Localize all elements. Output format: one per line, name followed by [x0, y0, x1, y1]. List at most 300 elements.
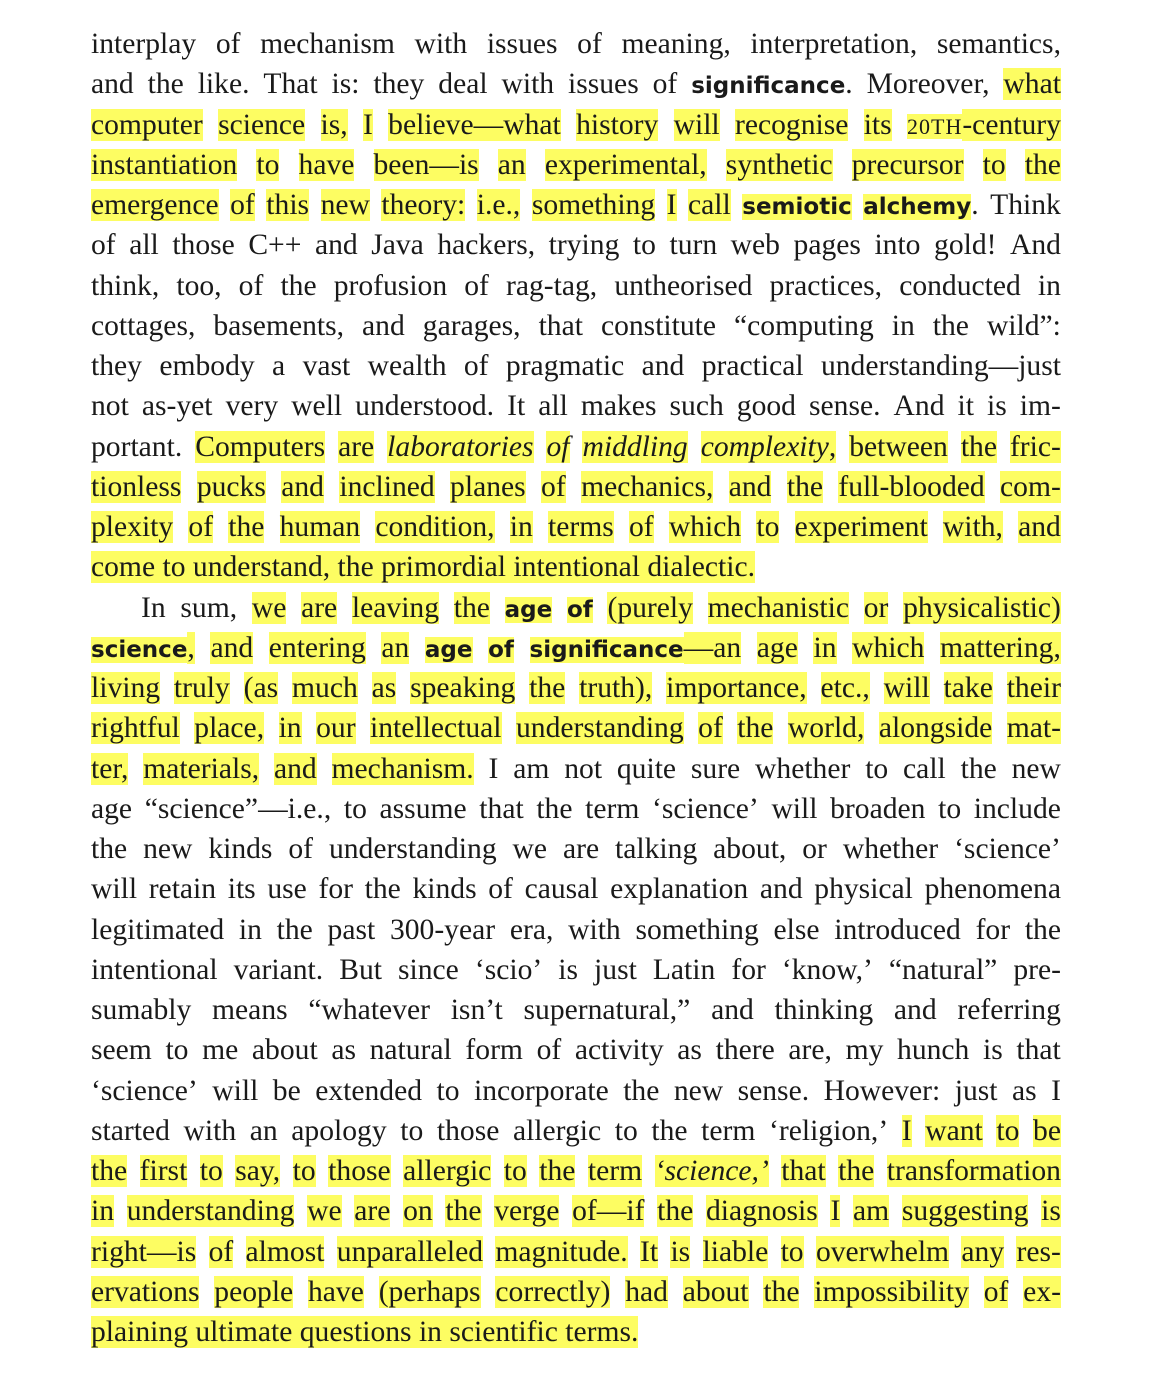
word	[477, 185, 521, 225]
highlighted-text: theory:	[381, 189, 466, 221]
highlighted-text: and	[273, 752, 317, 785]
highlighted-text: in	[278, 712, 302, 745]
word	[691, 749, 740, 789]
highlighted-text: emergence	[91, 189, 219, 221]
text-line	[91, 950, 1061, 990]
word	[1007, 708, 1061, 748]
word	[742, 185, 851, 227]
highlight-gap	[559, 1195, 572, 1227]
highlighted-text: the	[1024, 148, 1061, 181]
text-run: issues	[486, 28, 558, 60]
word	[938, 789, 961, 829]
text-run: for	[975, 913, 1011, 946]
text-run: ‘religion,’	[769, 1114, 889, 1147]
word	[976, 910, 1011, 950]
highlighted-text: understanding	[515, 712, 684, 745]
word	[907, 105, 1061, 147]
word	[91, 668, 160, 708]
highlighted-text: magnitude.	[495, 1235, 628, 1268]
text-run: is:	[331, 68, 360, 101]
word	[579, 668, 652, 708]
text-line	[91, 1111, 1061, 1151]
text-run: with	[568, 913, 621, 946]
text-run: about	[251, 1034, 318, 1067]
word	[226, 386, 279, 426]
highlight-gap	[482, 1195, 495, 1227]
word	[269, 628, 366, 668]
word	[830, 1191, 840, 1231]
word	[601, 306, 716, 346]
word	[388, 105, 561, 145]
word	[252, 588, 287, 628]
highlighted-text: an	[497, 148, 526, 181]
highlight-gap	[570, 431, 583, 463]
word	[299, 145, 355, 185]
text-run: allergic	[512, 1114, 602, 1147]
word	[91, 910, 224, 950]
text-run: extended	[315, 1074, 423, 1107]
word	[1016, 1030, 1060, 1070]
text-run: an	[249, 1114, 278, 1147]
word	[852, 628, 924, 668]
highlighted-text: on	[403, 1195, 433, 1228]
word	[816, 1232, 949, 1272]
text-run: rag-tag,	[506, 269, 598, 302]
word	[143, 829, 192, 869]
highlighted-text: is	[670, 1235, 691, 1268]
word	[610, 869, 748, 909]
word	[91, 1232, 196, 1272]
highlight-gap	[259, 753, 274, 785]
word	[149, 869, 216, 909]
highlighted-text: with,	[942, 511, 1003, 543]
word	[381, 185, 465, 225]
highlighted-text: of	[698, 712, 723, 745]
text-run: the	[364, 873, 401, 906]
text-run: not	[564, 752, 603, 785]
highlight-gap	[864, 712, 878, 744]
word	[546, 427, 569, 467]
highlight-gap	[219, 189, 231, 221]
text-run: whether	[842, 833, 939, 865]
highlighted-text: impossibility	[814, 1275, 969, 1308]
word	[536, 789, 572, 829]
word	[864, 588, 889, 628]
word	[291, 1111, 386, 1151]
text-run: incorporate	[473, 1074, 609, 1107]
word	[142, 386, 213, 426]
text-run: about,	[713, 833, 787, 865]
highlighted-text: correctly)	[495, 1275, 611, 1308]
word	[894, 386, 945, 426]
text-run: of	[91, 229, 116, 262]
highlight-gap	[520, 189, 532, 221]
highlighted-text: speaking	[410, 672, 516, 704]
highlight-gap	[652, 672, 666, 704]
text-run: semantics,	[936, 28, 1061, 60]
highlighted-text: of	[488, 636, 514, 663]
word	[279, 708, 302, 748]
word	[852, 145, 964, 185]
word	[403, 1191, 433, 1231]
highlighted-text: much	[292, 672, 358, 704]
text-run: of	[288, 833, 314, 865]
text-run: hunch	[897, 1034, 970, 1067]
word	[228, 869, 256, 909]
highlighted-text: mat-	[1006, 712, 1061, 745]
word	[415, 24, 468, 64]
word	[354, 1191, 390, 1231]
highlight-gap	[526, 149, 545, 181]
highlight-gap	[233, 1236, 245, 1268]
highlight-gap	[279, 149, 298, 181]
text-run: in	[238, 913, 262, 946]
word	[513, 829, 548, 869]
text-run: pre-	[1013, 953, 1061, 986]
word	[495, 1232, 627, 1272]
highlight-gap	[439, 592, 454, 624]
text-line	[91, 507, 1061, 547]
text-run: since	[398, 953, 459, 986]
highlight-gap	[160, 672, 174, 704]
text-line	[91, 1071, 1061, 1111]
highlighted-text: in	[509, 511, 533, 543]
word	[974, 789, 1061, 829]
word	[769, 1111, 888, 1151]
word	[235, 1151, 280, 1191]
highlighted-text: of	[566, 596, 593, 623]
highlight-gap	[213, 511, 228, 543]
word	[525, 869, 599, 909]
word	[529, 668, 565, 708]
word	[726, 145, 833, 185]
highlight-gap	[533, 511, 548, 543]
highlight-gap	[823, 471, 838, 503]
word	[864, 105, 892, 145]
highlighted-text: (as	[243, 672, 279, 704]
word	[450, 467, 526, 507]
word	[372, 668, 397, 708]
highlighted-text: of	[541, 470, 566, 503]
text-run: broaden	[830, 792, 926, 825]
word	[1025, 145, 1061, 185]
word	[390, 910, 495, 950]
highlight-gap	[889, 1195, 902, 1227]
highlighted-text: be	[1033, 1114, 1061, 1147]
highlighted-text: our	[316, 712, 356, 745]
word	[465, 1030, 523, 1070]
word	[666, 668, 807, 708]
word	[1023, 1272, 1061, 1312]
word	[548, 507, 614, 547]
word	[990, 185, 1061, 225]
text-run: will	[771, 792, 818, 825]
highlight-gap	[593, 597, 608, 623]
highlighted-text: the	[228, 511, 265, 543]
text-run: of	[464, 269, 489, 302]
word	[849, 427, 948, 467]
text-run: introduced	[834, 913, 961, 946]
word	[216, 24, 241, 64]
highlighted-text: come to understand, the primordial intentional dialectic.	[91, 551, 756, 584]
highlighted-text: of	[230, 189, 255, 221]
text-run: such	[669, 390, 724, 423]
highlight-gap	[628, 1236, 640, 1268]
highlighted-text: fric-	[1009, 430, 1061, 463]
word	[172, 225, 234, 265]
text-run: profusion	[333, 269, 448, 302]
word	[437, 1111, 499, 1151]
word	[943, 507, 1003, 547]
highlight-gap	[992, 712, 1006, 744]
highlight-gap	[358, 672, 372, 704]
word	[814, 869, 913, 909]
text-run: physical	[814, 873, 913, 906]
word	[572, 1191, 644, 1231]
highlight-gap	[1004, 1236, 1016, 1268]
text-run: as	[1011, 1074, 1037, 1107]
highlight-gap	[771, 471, 786, 503]
highlighted-text: the	[838, 1155, 875, 1187]
word	[735, 105, 848, 145]
word	[1013, 950, 1061, 990]
word	[794, 225, 861, 265]
word	[669, 507, 741, 547]
word	[937, 24, 1061, 64]
highlight-gap	[713, 471, 728, 503]
text-run: or	[802, 833, 827, 865]
text-run: issues	[568, 68, 639, 101]
text-run: and	[641, 350, 685, 382]
highlighted-text: semiotic	[742, 194, 852, 220]
highlight-gap	[768, 1236, 780, 1268]
word	[195, 427, 325, 467]
word	[843, 829, 938, 869]
word	[961, 1232, 1004, 1272]
word	[770, 266, 883, 306]
highlighted-text: something	[531, 189, 656, 221]
highlighted-text: people	[214, 1275, 294, 1308]
highlighted-text: 20TH	[907, 113, 963, 139]
word	[1025, 910, 1061, 950]
highlight-gap	[337, 592, 352, 624]
highlighted-text: ex-	[1023, 1275, 1061, 1308]
text-run: think,	[91, 269, 160, 302]
text-line	[91, 105, 1061, 145]
highlight-gap	[409, 632, 425, 664]
highlighted-text: age	[504, 596, 553, 623]
highlighted-text: believe—what	[388, 108, 561, 141]
highlighted-text: liable	[702, 1235, 769, 1268]
highlight-gap	[610, 1276, 625, 1308]
text-run: to	[165, 1034, 189, 1067]
word	[621, 24, 730, 64]
word	[332, 64, 360, 104]
word	[711, 990, 754, 1030]
highlighted-text: middling	[582, 430, 688, 463]
highlighted-text: full-blooded	[838, 470, 985, 503]
highlight-gap	[181, 471, 196, 503]
text-run: my	[845, 1034, 884, 1067]
word	[983, 1030, 1003, 1070]
word	[713, 829, 786, 869]
text-run: me	[202, 1034, 239, 1067]
word	[524, 990, 691, 1030]
highlight-gap	[773, 712, 787, 744]
word	[370, 708, 501, 748]
highlighted-text: res-	[1016, 1235, 1061, 1268]
word	[252, 1030, 318, 1070]
word	[370, 1030, 452, 1070]
highlighted-text: etc.,	[820, 672, 870, 704]
word	[91, 869, 137, 909]
text-run: into	[874, 229, 921, 262]
word	[209, 1232, 234, 1272]
word	[607, 588, 692, 628]
highlighted-text: any	[961, 1235, 1005, 1268]
text-run: the	[651, 1114, 688, 1147]
highlighted-text: have	[298, 148, 355, 181]
highlighted-text: this	[266, 189, 310, 221]
word	[984, 1272, 1009, 1312]
highlight-gap	[324, 1236, 336, 1268]
highlight-gap	[985, 471, 1000, 503]
word	[653, 64, 678, 104]
highlight-gap	[514, 637, 530, 663]
word	[651, 1111, 687, 1151]
text-run: portant.	[91, 430, 183, 463]
highlight-gap	[565, 672, 579, 704]
highlight-gap	[928, 511, 943, 543]
highlight-gap	[658, 109, 673, 141]
word	[91, 829, 127, 869]
highlighted-text: call	[688, 189, 731, 221]
highlighted-text: the	[737, 712, 774, 745]
text-run: .	[971, 189, 979, 221]
text-run: deal	[438, 68, 488, 101]
highlighted-text: leaving	[351, 591, 440, 624]
highlighted-text: ,	[187, 631, 195, 664]
word	[897, 1030, 969, 1070]
highlight-gap	[668, 1276, 683, 1308]
word	[737, 708, 773, 748]
word	[91, 306, 195, 346]
text-run: well	[291, 390, 343, 423]
highlight-gap	[993, 672, 1007, 704]
highlighted-text: Computers	[195, 430, 326, 463]
word	[729, 467, 772, 507]
word	[516, 708, 684, 748]
word	[838, 467, 984, 507]
word	[576, 105, 658, 145]
highlight-gap	[874, 1155, 886, 1187]
word	[379, 1272, 481, 1312]
highlighted-text: (purely	[607, 591, 693, 624]
highlight-gap	[495, 511, 510, 543]
text-run: the	[280, 269, 317, 302]
highlighted-text: transformation	[886, 1155, 1061, 1187]
highlight-gap	[964, 149, 983, 181]
word	[568, 910, 621, 950]
text-run: is	[558, 953, 579, 986]
highlight-gap	[293, 1276, 308, 1308]
text-line	[91, 386, 1061, 426]
highlighted-text: of	[983, 1275, 1009, 1308]
word	[303, 346, 351, 386]
text-run: for	[318, 873, 353, 906]
highlighted-text: complexity	[700, 430, 829, 463]
highlight-gap	[870, 672, 884, 704]
highlighted-text: or	[863, 591, 889, 624]
highlight-gap	[1019, 1115, 1033, 1147]
word	[291, 386, 342, 426]
highlight-gap	[1003, 511, 1018, 543]
text-run: something	[635, 913, 759, 946]
highlighted-text: living	[91, 672, 161, 704]
text-run: interplay	[91, 28, 197, 60]
word	[903, 749, 946, 789]
word	[436, 1071, 459, 1111]
text-run: Latin	[652, 953, 716, 986]
highlight-gap	[888, 592, 903, 624]
word	[475, 950, 542, 990]
word	[701, 1111, 755, 1151]
word	[824, 1071, 941, 1111]
text-line	[91, 1232, 1061, 1272]
highlight-gap	[566, 471, 581, 503]
text-run: understanding	[328, 833, 497, 865]
text-line	[91, 266, 1061, 306]
highlighted-text: of—if	[572, 1195, 645, 1228]
text-run: ‘science’	[954, 833, 1061, 865]
highlighted-text: of	[208, 1235, 234, 1268]
text-run: mechanism	[260, 28, 395, 60]
highlighted-text: intellectual	[370, 712, 502, 745]
word	[464, 346, 489, 386]
word	[925, 1111, 983, 1151]
word	[244, 668, 279, 708]
text-run: sumably	[91, 994, 192, 1026]
word	[1038, 266, 1061, 306]
text-run: that	[538, 309, 583, 342]
highlight-gap	[199, 1276, 214, 1308]
highlight-gap	[491, 1155, 503, 1187]
word	[91, 507, 173, 547]
highlight-gap	[807, 672, 821, 704]
highlight-gap	[837, 632, 853, 664]
text-run: and	[759, 873, 803, 906]
text-run: the	[147, 68, 184, 101]
word	[510, 910, 554, 950]
text-run: phenomena	[924, 873, 1061, 906]
word	[588, 1151, 642, 1191]
text-run: conducted	[899, 269, 1021, 302]
highlighted-text: are	[338, 430, 375, 463]
text-run: apology	[291, 1114, 387, 1147]
text-run: interpretation,	[750, 28, 918, 60]
word	[788, 1030, 832, 1070]
highlighted-text: condition,	[375, 511, 495, 543]
text-line	[91, 628, 1061, 668]
word	[867, 64, 990, 104]
highlighted-text: are	[354, 1195, 391, 1228]
highlight-gap	[526, 471, 541, 503]
highlighted-text: the	[763, 1275, 800, 1308]
text-run: for	[731, 953, 766, 986]
text-run: those	[172, 229, 235, 262]
highlight-gap	[983, 1115, 997, 1147]
word	[266, 185, 309, 225]
